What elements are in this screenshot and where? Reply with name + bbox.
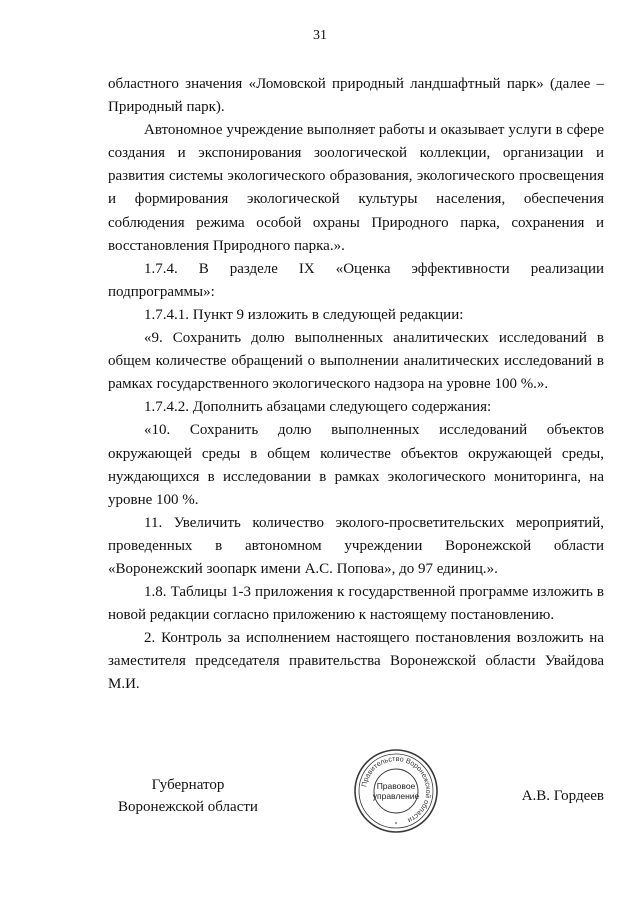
official-stamp [353, 748, 439, 834]
signatory-region: Воронежской области [118, 799, 258, 815]
signatory-title: Губернатор [151, 777, 225, 793]
paragraph: 2. Контроль за исполнением настоящего постановления возложить на заместителя председателя правительства Воронежской области Увайдова М.И. [108, 630, 604, 693]
stamp-center-line1: Правовое [376, 781, 416, 791]
paragraph: 1.8. Таблицы 1-3 приложения к государственной программе изложить в новой редакции согласно приложению к настоящему постановлению. [108, 584, 604, 624]
signatory-position [108, 774, 268, 818]
paragraph: 11. Увеличить количество эколого-просветительских мероприятий, проведенных в автономном учреждении Воронежской области «Воронежский зоопарк имени А.С. Попова», до 97 единиц.». [108, 514, 604, 577]
paragraph: «10. Сохранить долю выполненных исследований объектов окружающей среды в общем количестве объектов окружающей среды, нуждающихся в исследовании в рамках экологического мониторинга, на уровне 100 %. [108, 422, 604, 508]
paragraph: «9. Сохранить долю выполненных аналитических исследований в общем количестве обращений о выполнении аналитических исследований в рамках государственного экологического надзора на уровне 100 %.». [108, 330, 604, 393]
paragraph: Природный парк). [108, 99, 225, 116]
svg-text:*: * [394, 822, 398, 828]
paragraph: 1.7.4.2. Дополнить абзацами следующего содержания: [144, 399, 492, 416]
signatory-name: А.В. Гордеев [521, 788, 604, 804]
signature-block [108, 753, 604, 880]
page-number: 31 [313, 28, 327, 43]
stamp-center [353, 748, 439, 834]
stamp-ring-text: Правительство Воронежской области [359, 753, 434, 826]
paragraph: Автономное учреждение выполняет работы и оказывает услуги в сфере создания и экспонирования зоологической коллекции, организации и развития системы экологического образования, экологического просвещения и формирования экологической культуры населения, обеспечения соблюдения режима особой охраны Природного парка, сохранения и восстановления Природного парка.». [108, 122, 604, 254]
paragraph: 1.7.4.1. Пункт 9 изложить в следующей редакции: [144, 306, 464, 323]
paragraph: областного значения «Ломовской природный ландшафтный парк» (далее – [108, 76, 604, 92]
stamp-center-line2: управление [372, 791, 420, 801]
document-body [108, 73, 604, 697]
paragraph: 1.7.4. В разделе IX «Оценка эффективности реализации подпрограммы»: [108, 260, 604, 300]
